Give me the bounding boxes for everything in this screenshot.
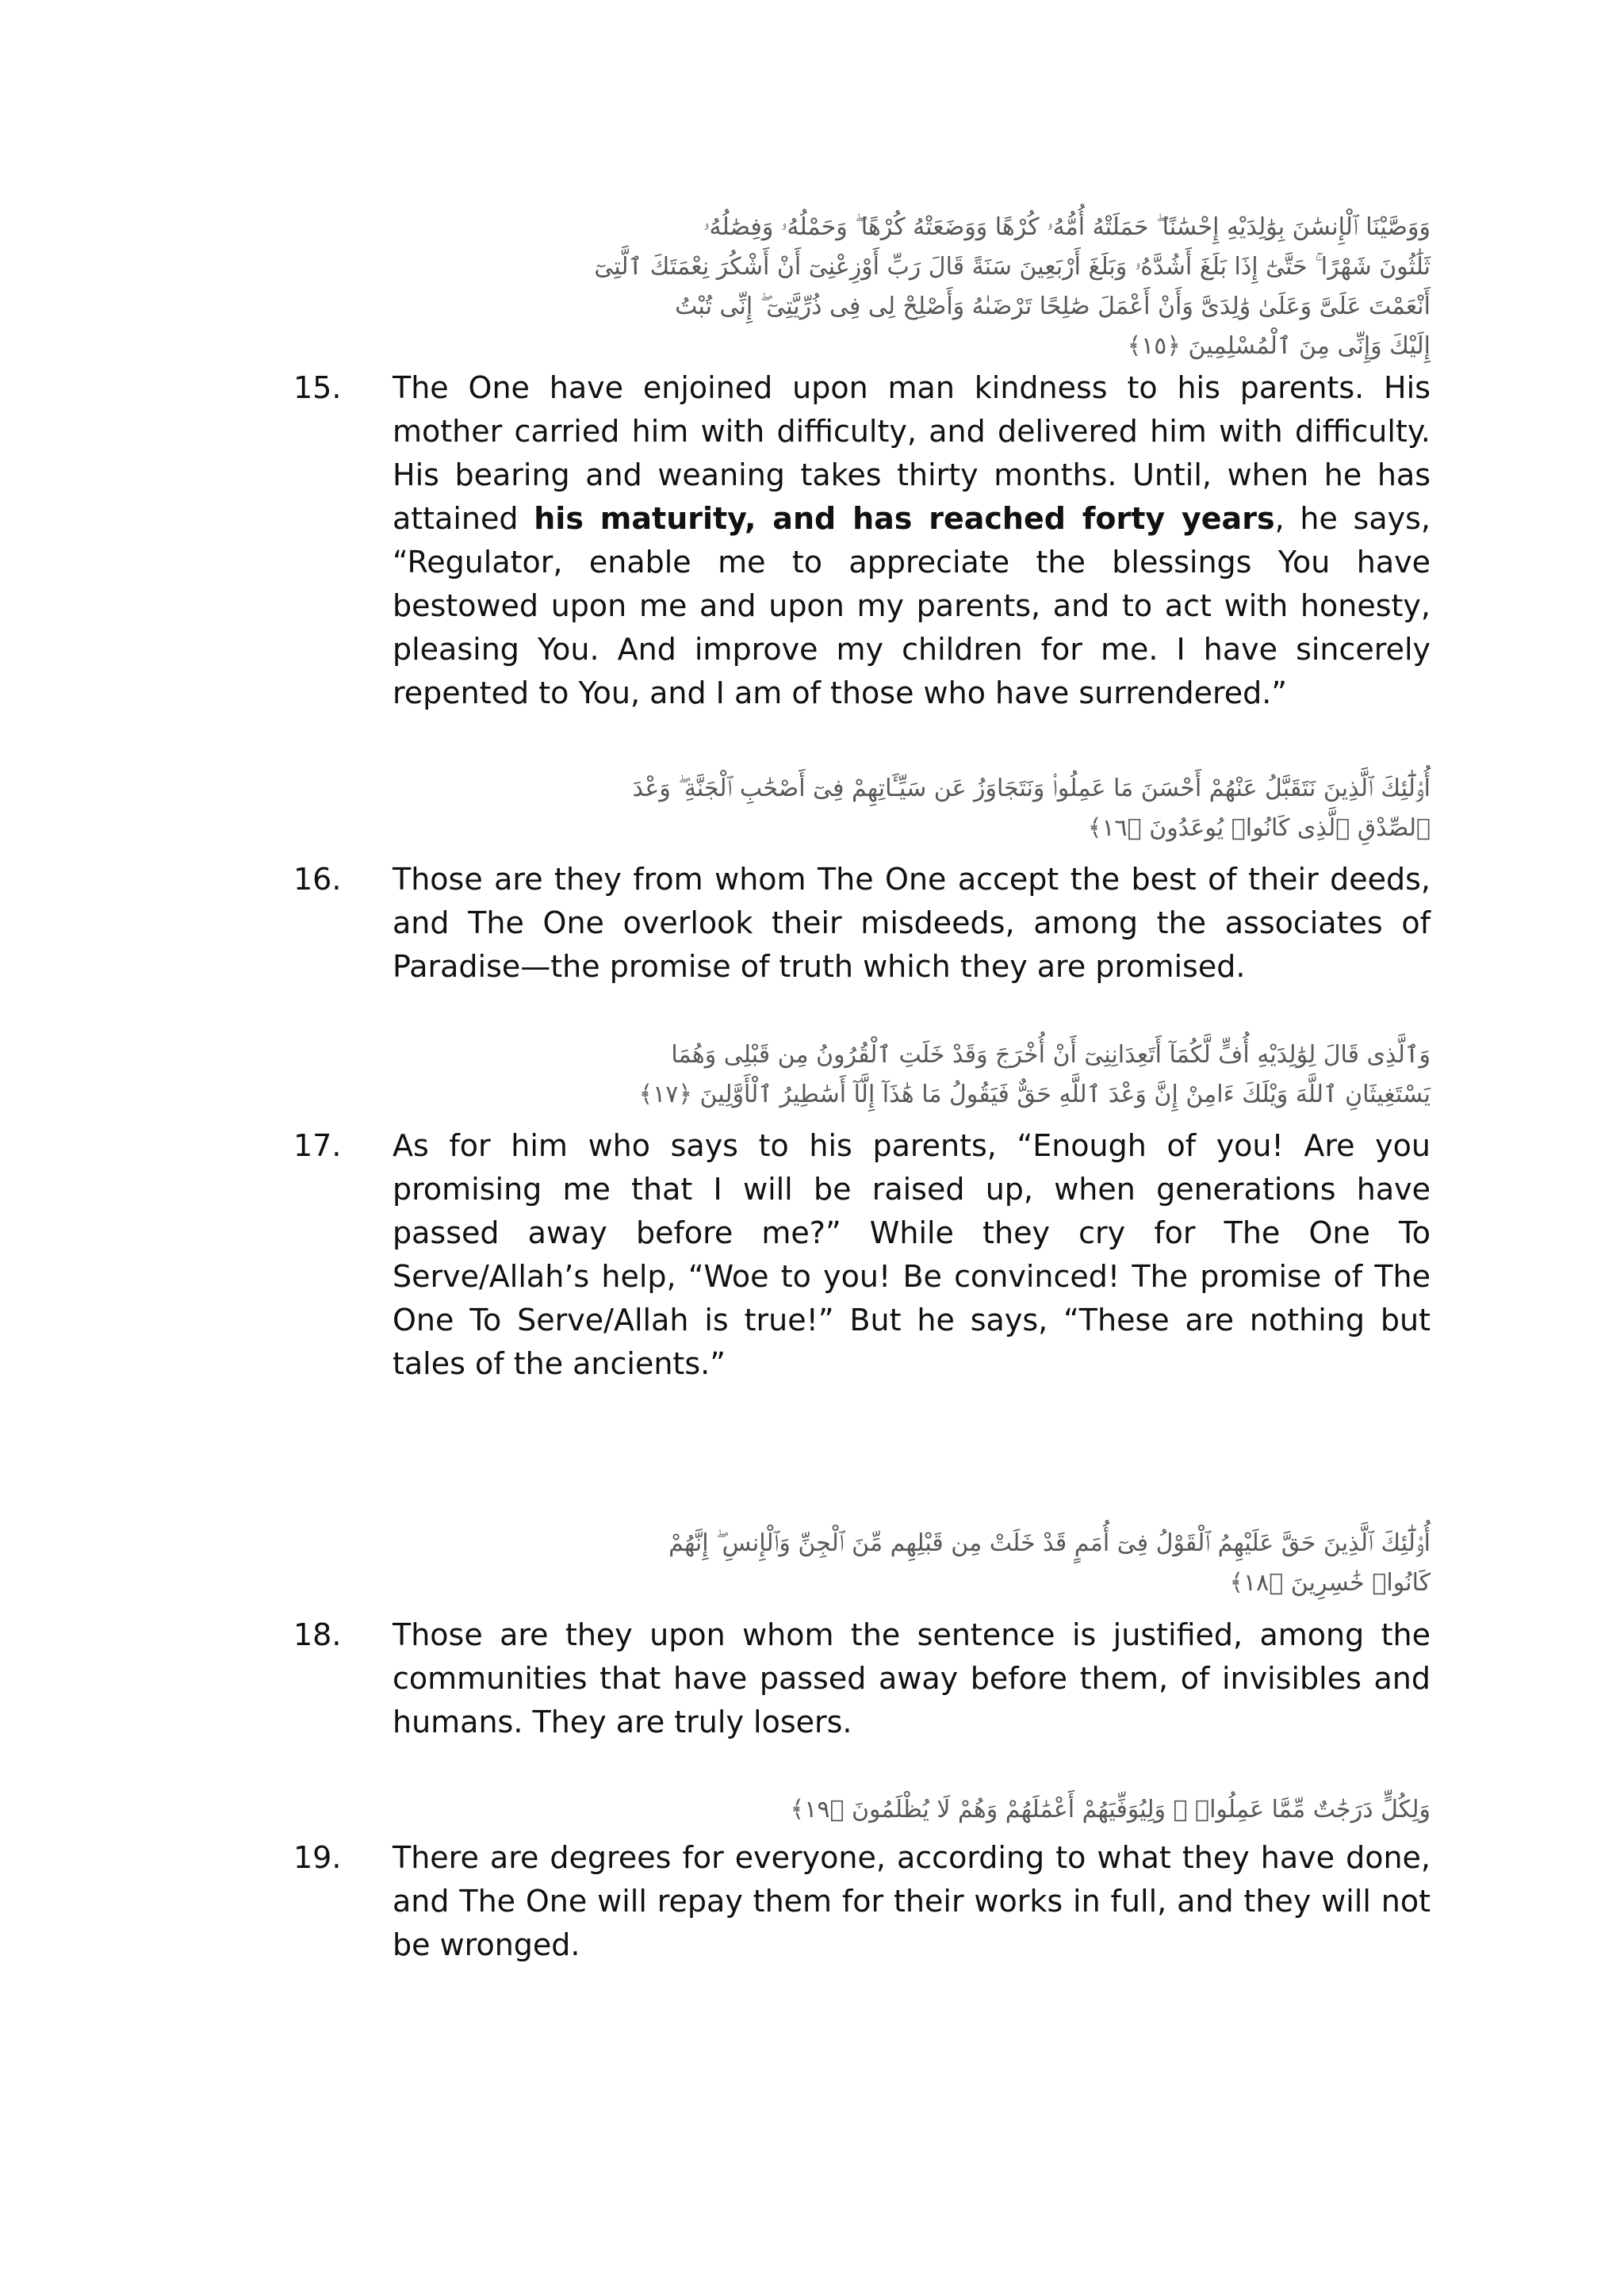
arabic-line: أُو۟لَٰٓئِكَ ٱلَّذِينَ نَتَقَبَّلُ عَنْهُمْ أَحْسَنَ مَا عَمِلُوا۟ وَنَتَجَاوَزُ عَن سَيِّـَٔاتِهِمْ فِىٓ أَصْحَٰبِ ٱلْجَنَّةِ ۖ وَعْدَ [632,775,1431,802]
verse-translation: There are degrees for everyone, according to what they have done, and The One will repay them for their works in full, and they will not be wronged. [393,1840,1431,1962]
arabic-line: وَٱلَّذِى قَالَ لِوَٰلِدَيْهِ أُفٍّ لَّكُمَآ أَتَعِدَانِنِىٓ أَنْ أُخْرَجَ وَقَدْ خَلَتِ ٱلْقُرُونُ مِن قَبْلِى وَهُمَا [671,1041,1431,1069]
verse-text-bold: his maturity, and has reached forty years [534,501,1275,536]
verse-text-part: The One have enjoined upon man kindness to his parents. His mother carried him with difficulty, and delivered him with difficulty. His bearing and weaning takes thirty months. Until, when he has attained [393,370,1431,536]
verse-number: 15. [293,370,342,405]
arabic-verse-15 [594,208,1431,366]
arabic-line: وَلِكُلٍّ دَرَجَٰتٌ مِّمَّا عَمِلُوا۟ ۖ وَلِيُوَفِّيَهُمْ أَعْمَٰلَهُمْ وَهُمْ لَا يُظْلَمُونَ ﴿١٩﴾ [790,1796,1431,1823]
verse-translation: Those are they upon whom the sentence is justified, among the communities that have passed away before them, of invisibles and humans. They are truly losers. [393,1617,1431,1739]
arabic-line: إِلَيْكَ وَإِنِّى مِنَ ٱلْمُسْلِمِينَ ﴿١٥﴾ [1127,332,1431,360]
arabic-line: أُو۟لَٰٓئِكَ ٱلَّذِينَ حَقَّ عَلَيْهِمُ ٱلْقَوْلُ فِىٓ أُمَمٍ قَدْ خَلَتْ مِن قَبْلِهِم مِّنَ ٱلْجِنِّ وَٱلْإِنسِ ۖ إِنَّهُمْ [668,1529,1431,1557]
arabic-line: ثَلَٰثُونَ شَهْرًا ۚ حَتَّىٰٓ إِذَا بَلَغَ أَشُدَّهُۥ وَبَلَغَ أَرْبَعِينَ سَنَةً قَالَ رَبِّ أَوْزِعْنِىٓ أَنْ أَشْكُرَ نِعْمَتَكَ ٱلَّتِىٓ [594,253,1431,281]
verse-number: 19. [293,1840,342,1875]
arabic-verse-17 [638,1035,1431,1115]
verse-number: 16. [293,862,342,897]
verse-translation: Those are they from whom The One accept the best of their deeds, and The One overlook their misdeeds, among the associates of Paradise—the promise of truth which they are promised. [393,862,1431,984]
arabic-line: كَانُوا۟ خَٰسِرِينَ ﴿١٨﴾ [1229,1569,1431,1597]
arabic-verse-18 [638,1524,1431,1603]
arabic-line: يَسْتَغِيثَانِ ٱللَّهَ وَيْلَكَ ءَامِنْ إِنَّ وَعْدَ ٱللَّهِ حَقٌّ فَيَقُولُ مَا هَٰذَآ إِلَّآ أَسَٰطِيرُ ٱلْأَوَّلِينَ ﴿١٧﴾ [638,1081,1431,1108]
verse-translation [393,366,1431,715]
arabic-verse-16 [632,769,1431,848]
verse-text-part: , he says, “Regulator, enable me to appreciate the blessings You have bestowed upon me and upon my parents, and to act with honesty, pleasing You. And improve my children for me. I have sincerely repented to You, and I am of those who have surrendered.” [393,501,1431,710]
verse-number: 18. [293,1617,342,1652]
verse-number: 17. [293,1128,342,1163]
arabic-line: أَنْعَمْتَ عَلَىَّ وَعَلَىٰ وَٰلِدَىَّ وَأَنْ أَعْمَلَ صَٰلِحًا تَرْضَىٰهُ وَأَصْلِحْ لِى فِى ذُرِّيَّتِىٓ ۖ إِنِّى تُبْتُ [675,293,1431,320]
arabic-line: ٱلصِّدْقِ ٱلَّذِى كَانُوا۟ يُوعَدُونَ ﴿١٦﴾ [1087,814,1431,842]
arabic-verse-19 [790,1790,1431,1830]
arabic-line: وَوَصَّيْنَا ٱلْإِنسَٰنَ بِوَٰلِدَيْهِ إِحْسَٰنًا ۖ حَمَلَتْهُ أُمُّهُۥ كُرْهًا وَوَضَعَتْهُ كُرْهًا ۖ وَحَمْلُهُۥ وَفِصَٰلُهُۥ [703,213,1431,241]
verse-translation: As for him who says to his parents, “Enough of you! Are you promising me that I will be raised up, when generations have passed away before me?” While they cry for The One To Serve/Allah’s help, “Woe to you! Be convinced! The promise of The One To Serve/Allah is true!” But he says, “These are nothing but tales of the ancients.” [393,1128,1431,1381]
